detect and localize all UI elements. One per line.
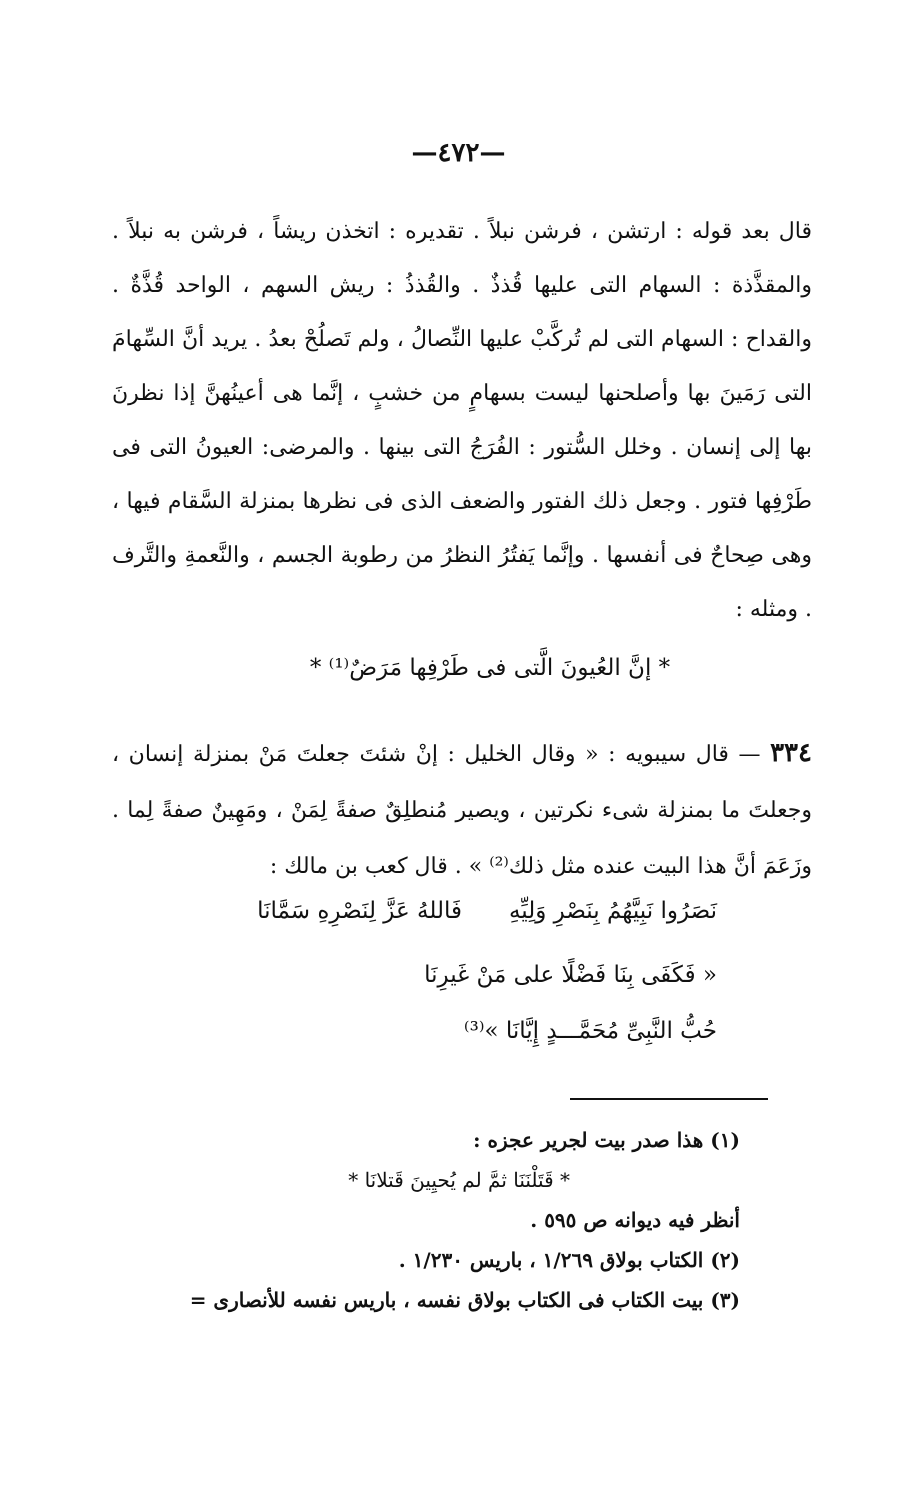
poem-line-1-second-hemistich: فَاللهُ عَزَّ لِنَصْرِهِ سَمَّانَا xyxy=(257,898,462,924)
poem-line-2: « فَكَفَى بِنَا فَضْلًا على مَنْ غَيرِنَا xyxy=(424,962,717,988)
footnote-1-verse: * قَتَلْنَنَا ثمَّ لم يُحيِينَ قَتلانَا * xyxy=(348,1168,570,1192)
footnote-divider xyxy=(570,1098,768,1100)
footnote-2: (٢) الكتاب بولاق ١/٢٦٩ ، باريس ١/٢٣٠ . xyxy=(398,1248,740,1272)
footnote-3: (٣) بيت الكتاب فى الكتاب بولاق نفسه ، باريس نفسه للأنصارى = xyxy=(189,1288,740,1312)
section-text: — قال سيبويه : « وقال الخليل : إنْ شئتَ جعلتَ مَنْ بمنزلة إنسان ، وجعلتَ ما بمنزلة شىء نكرتين ، ويصير مُنطلِقٌ صفةً لِمَنْ ، ومَهِينٌ صفةً لِما . وزَعَمَ أنَّ هذا البيت عنده مثل ذلك⁽²⁾ » . قال كعب بن مالك : xyxy=(112,742,812,879)
footnote-1-reference: أنظر فيه ديوانه ص ٥٩٥ . xyxy=(530,1208,740,1232)
footnotes xyxy=(100,1120,740,1320)
quoted-verse: * إنَّ العُيونَ الَّتى فى طَرْفِها مَرَضٌ⁽¹⁾ * xyxy=(309,655,671,681)
section-number: ٣٣٤ xyxy=(770,738,812,768)
section-334 xyxy=(112,725,812,895)
poem-line-3: حُبُّ النَّبِىِّ مُحَمَّـــدٍ إِيَّانَا »⁽³⁾ xyxy=(463,1018,717,1044)
footnote-1: (١) هذا صدر بيت لجرير عجزه : xyxy=(473,1128,740,1152)
page-number: —٤٧٢— xyxy=(411,138,506,168)
poem-line-1-first-hemistich: نَصَرُوا نَبِيَّهُمُ بِنَصْرِ وَلِيِّهِ xyxy=(508,898,717,924)
commentary-paragraph: قال بعد قوله : ارتشن ، فرشن نبلاً . تقديره : اتخذن ريشاً ، فرشن به نبلاً . والمقذَّذة : السهام التى عليها قُذذٌ . والقُذذُ : ريش السهم ، الواحد قُذَّةٌ . والقداح : السهام التى لم تُركَّبْ عليها النِّصالُ ، ولم تَصلُحْ بعدُ . يريد أنَّ السِّهامَ التى رَمَينَ بها وأصلحنها ليست بسهامٍ من خشبٍ ، إنَّما هى أعينُهنَّ إذا نظرنَ بها إلى إنسان . وخلل السُّتور : الفُرَجُ التى بينها . والمرضى: العيونُ التى فى طَرْفِها فتور . وجعل ذلك الفتور والضعف الذى فى نظرها بمنزلة السَّقام فيها ، وهى صِحاحٌ فى أنفسها . وإنَّما يَفتُرُ النظرُ من رطوبة الجسم ، والنَّعمةِ والتَّرف . ومثله : xyxy=(112,219,812,622)
